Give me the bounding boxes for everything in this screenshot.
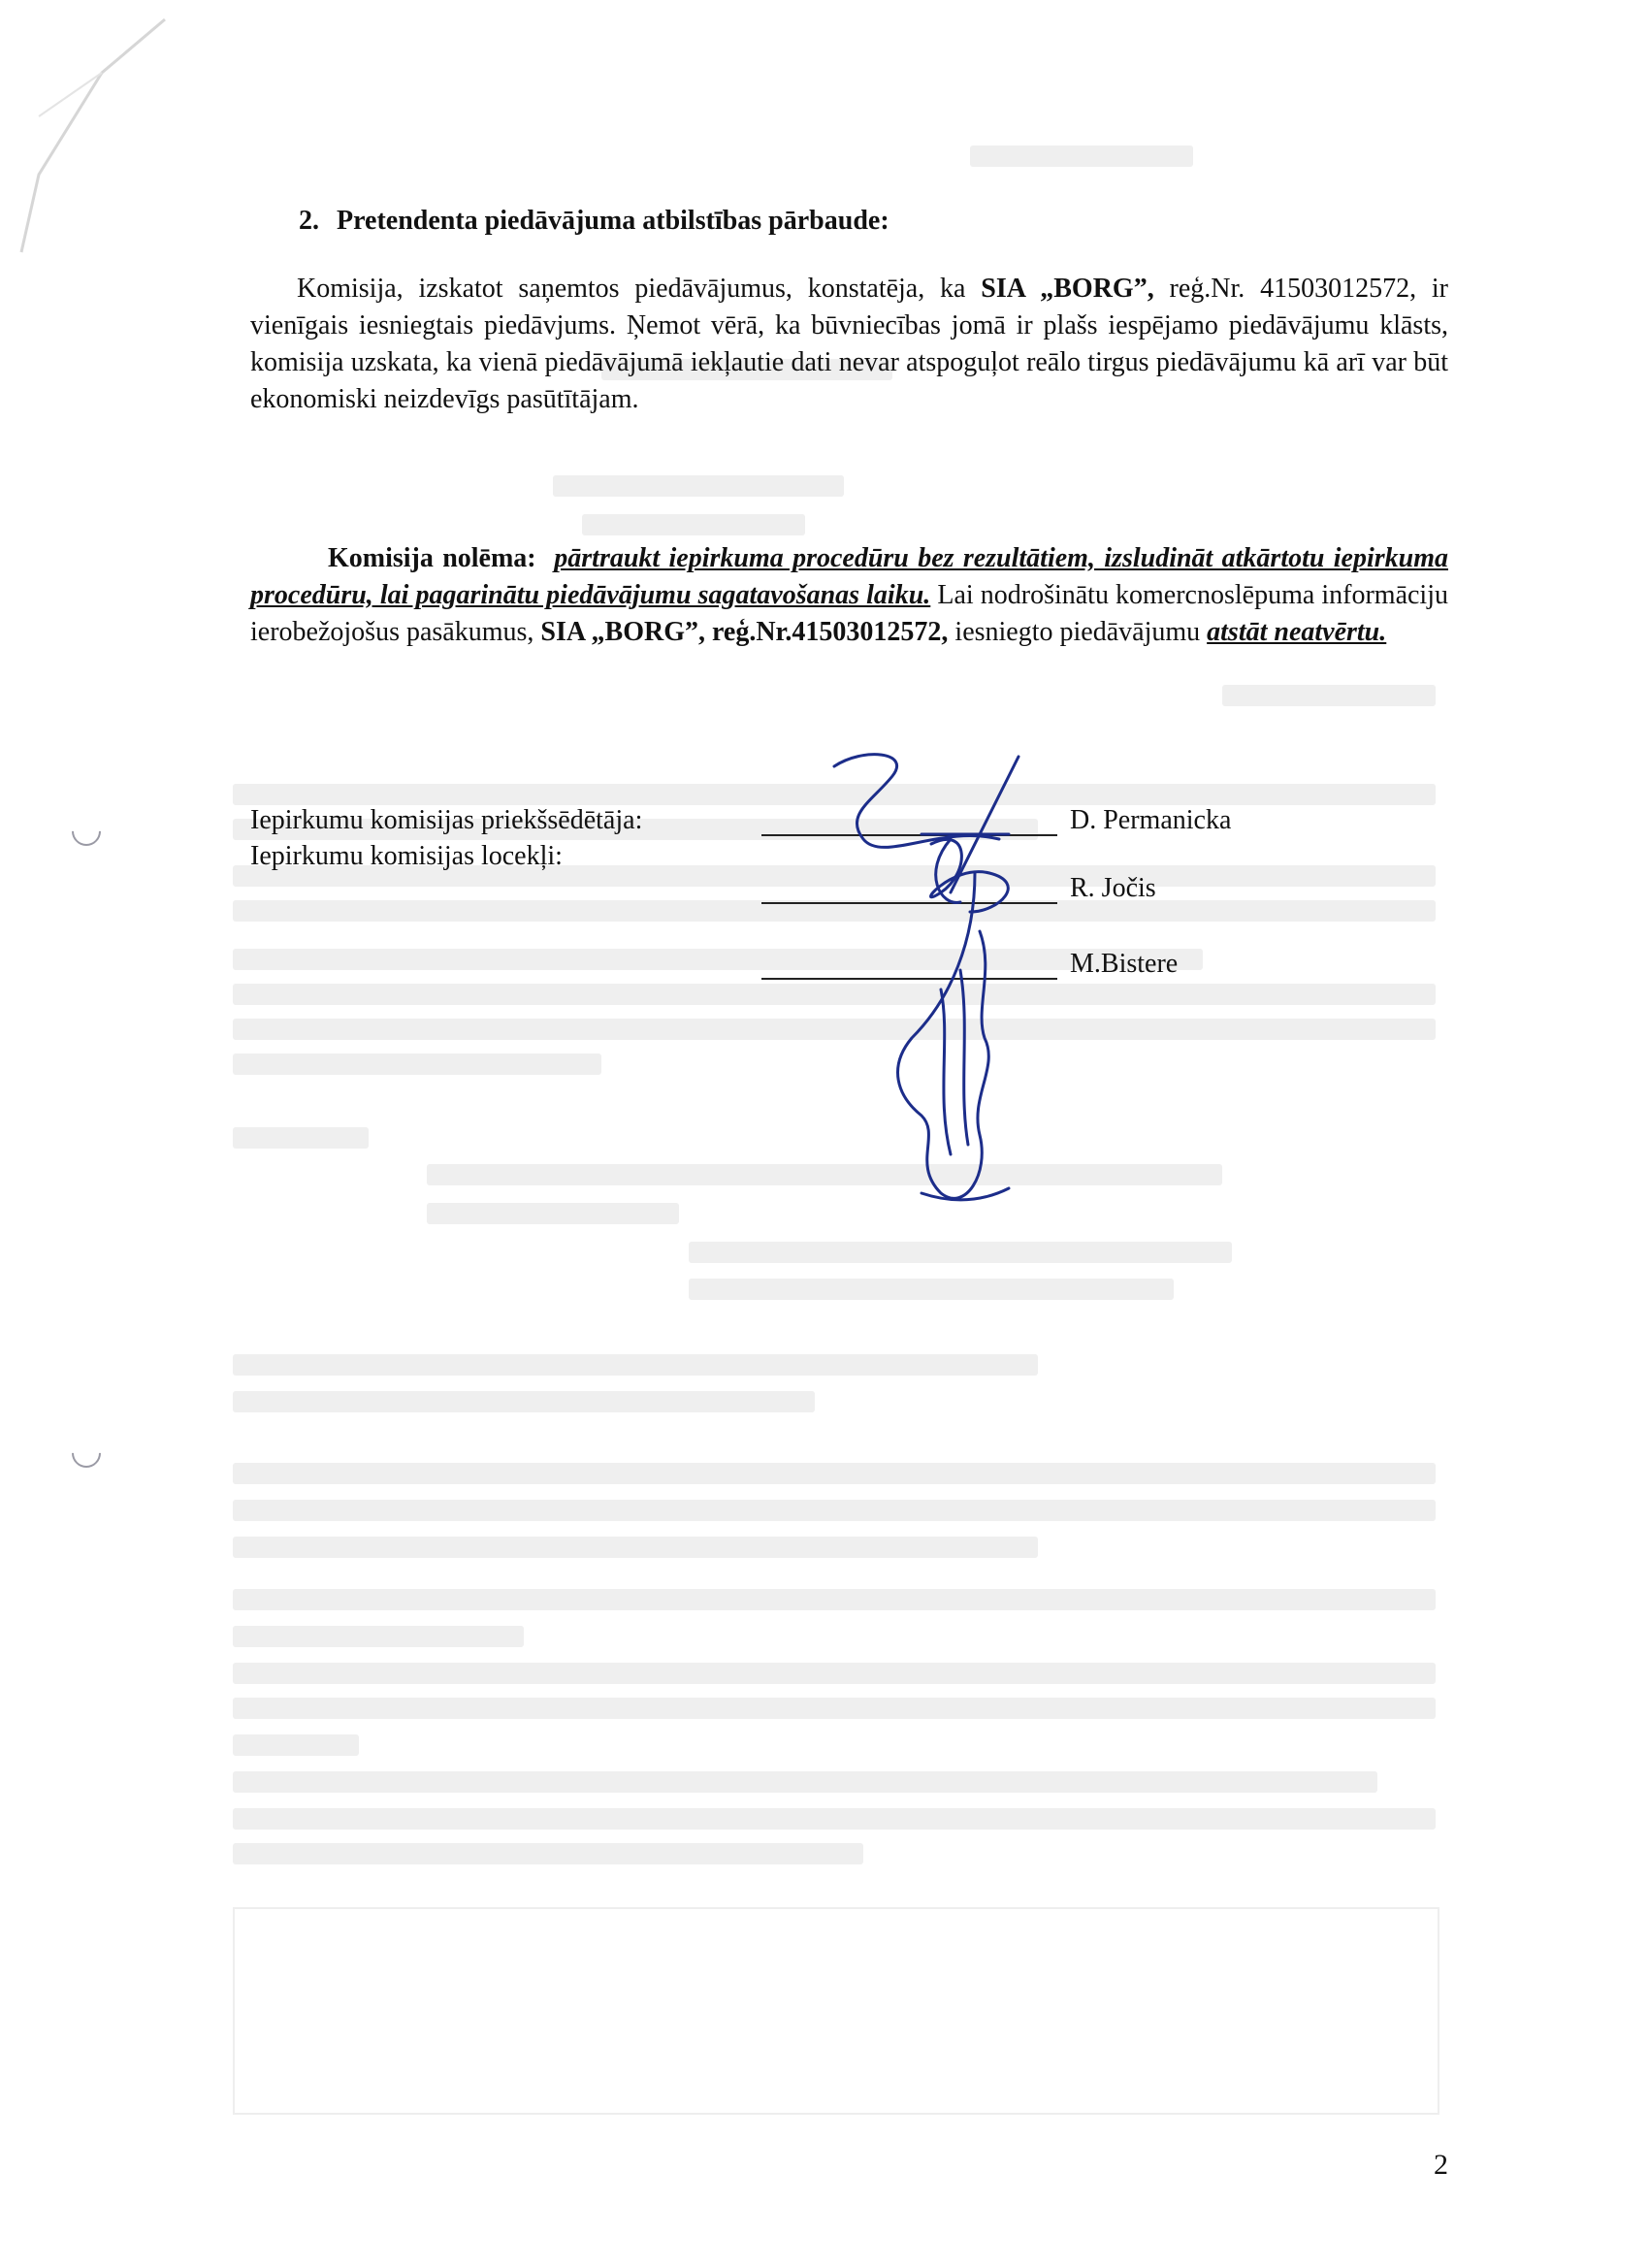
- decision-text-part1: Lai nodrošinātu komercnoslēpuma informāciju ierobežojošus pasākumus,: [250, 580, 1448, 647]
- decision-text: pārtraukt iepirkuma procedūru bez rezultātiem, izsludināt atkārtotu iepirkuma procedūru, lai pagarinātu piedāvājumu sagatavošanas laiku.: [250, 543, 1449, 610]
- signatory-name: R. Jočis: [1070, 873, 1156, 903]
- punch-hole: [66, 811, 107, 852]
- paper-crease: [0, 0, 194, 291]
- decision-paragraph: [250, 540, 1448, 651]
- signatory-role: Iepirkumu komisijas priekšsēdētāja:: [250, 805, 643, 835]
- findings-paragraph: [250, 271, 1448, 418]
- page-number: 2: [1434, 2149, 1448, 2181]
- decision-text-part2: iesniegto piedāvājumu: [948, 617, 1208, 647]
- signatory-name: M.Bistere: [1070, 949, 1179, 979]
- punch-hole: [66, 1433, 107, 1474]
- signatory-name: D. Permanicka: [1070, 805, 1232, 835]
- findings-text-part2: reģ.Nr. 41503012572, ir vienīgais iesniegtais piedāvjums. Ņemot vērā, ka būvniecības jomā ir plašs iespējamo piedāvājumu klāsts, komisija uzskata, ka vienā piedāvājumā iekļautie dati nevar atspoguļot reālo tirgus piedāvājumu kā arī var būt ekonomiski neizdevīgs pasūtītājam.: [250, 274, 1449, 414]
- handwritten-signature: [805, 747, 1125, 1213]
- decision-lead: Komisija nolēma:: [328, 543, 536, 573]
- section-number: 2.: [299, 206, 319, 236]
- findings-text-part1: Komisija, izskatot saņemtos piedāvājumus, konstatēja, ka: [297, 274, 982, 304]
- decision-company: SIA „BORG”, reģ.Nr.41503012572,: [540, 617, 949, 647]
- company-name: SIA „BORG”,: [981, 274, 1154, 304]
- signatory-role: Iepirkumu komisijas locekļi:: [250, 841, 563, 871]
- decision-emphasis: atstāt neatvērtu.: [1207, 617, 1387, 647]
- section-title: Pretendenta piedāvājuma atbilstības pārbaude:: [337, 206, 889, 236]
- section-heading: [299, 206, 889, 237]
